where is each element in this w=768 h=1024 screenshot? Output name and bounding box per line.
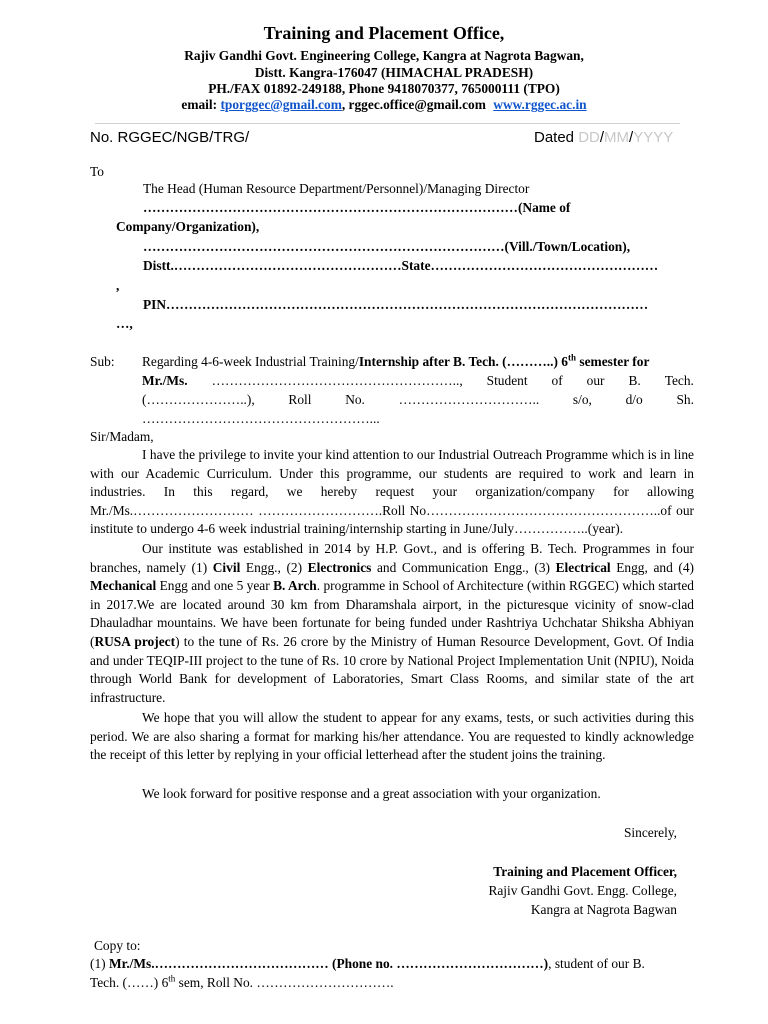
copy-text: , student of our B. bbox=[548, 956, 645, 971]
paragraph-closing: We look forward for positive response and a great association with your organization. bbox=[142, 786, 601, 801]
institute-text: and Communication Engg., (3) bbox=[371, 559, 556, 575]
rusa-project: RUSA project bbox=[94, 633, 176, 649]
copy-text: Tech. (……) 6 bbox=[90, 975, 169, 990]
date-separator: / bbox=[629, 129, 634, 146]
branch-mechanical: Mechanical bbox=[90, 578, 157, 594]
subject-roll-dots: ………………………….. bbox=[398, 392, 540, 407]
subject-bold-text: semester for bbox=[576, 354, 650, 369]
subject-line-4: ……………………………………………... bbox=[142, 411, 380, 426]
address-comma: , bbox=[116, 278, 120, 293]
subject-word: (…………………..), bbox=[142, 392, 255, 407]
subject-word: Sh. bbox=[676, 392, 694, 407]
subject-text: Regarding 4-6-week Industrial Training/ bbox=[142, 354, 359, 369]
paragraph-request: We hope that you will allow the student to appear for any exams, tests, or such activities during this period. We are also sharing a format for marking his/her attendance. You are requested to kindly acknowledge the receipt of this letter by replying in your official letterhead after the student joins the training. bbox=[90, 710, 694, 763]
salutation: Sir/Madam, bbox=[90, 429, 154, 444]
copy-to-label: Copy to: bbox=[94, 938, 141, 953]
institute-text: . programme in School of Architecture (within RGGEC) which started in 2017.We are located around 30 km from Dharamshala airport, in the picturesque vicinity of snow-clad Dhauladhar mountains. We have been fortunate for being funded under Rashtriya Uchchatar Shiksha Abhiyan ( bbox=[90, 578, 694, 649]
reference-number: No. RGGEC/NGB/TRG/ bbox=[90, 129, 250, 146]
subject-mr-ms: Mr./Ms. bbox=[142, 373, 188, 388]
dated-label: Dated bbox=[534, 129, 575, 146]
subject-word: Roll bbox=[288, 392, 312, 407]
college-phone: PH./FAX 01892-249188, Phone 9418070377, 765000111 (TPO) bbox=[208, 81, 560, 96]
company-label: Company/Organization), bbox=[116, 219, 260, 234]
office-email: , rggec.office@gmail.com bbox=[341, 97, 486, 112]
subject-word: of bbox=[551, 373, 563, 388]
branch-civil: Civil bbox=[212, 559, 241, 575]
subject-line-3 bbox=[142, 391, 694, 410]
copy-to-line-1 bbox=[90, 955, 645, 974]
subject-word: s/o, bbox=[572, 392, 592, 407]
college-email-line bbox=[0, 96, 768, 115]
signatory-college: Rajiv Gandhi Govt. Engg. College, bbox=[488, 883, 677, 898]
addressee-head: The Head (Human Resource Department/Personnel)/Managing Director bbox=[143, 181, 530, 196]
pin-line: PIN……………………………………………………………………………………………… bbox=[143, 297, 649, 312]
location-line: ………………………………………………………………………(Vill./Town/Location), bbox=[143, 239, 631, 254]
copy-student-fields: Mr./Ms.………………………………… (Phone no. ……………………………) bbox=[108, 956, 549, 971]
subject-name-dots: ……………………………………………….., bbox=[211, 373, 463, 388]
header-divider bbox=[95, 123, 680, 124]
to-label: To bbox=[90, 164, 104, 179]
date-dd-placeholder[interactable]: DD bbox=[578, 129, 600, 146]
copy-to-line-2 bbox=[90, 974, 394, 993]
college-address: Distt. Kangra-176047 (HIMACHAL PRADESH) bbox=[254, 65, 534, 80]
institute-text: Our institute was established in 2014 by H.P. Govt., and is offering B. Tech. Programmes in four branches, namely (1) bbox=[90, 541, 694, 575]
subject-word: our bbox=[586, 373, 605, 388]
subject-word: d/o bbox=[625, 392, 643, 407]
subject-line-2 bbox=[142, 372, 694, 391]
subject-superscript: th bbox=[568, 352, 577, 363]
copy-superscript: th bbox=[168, 973, 176, 984]
subject-word: No. bbox=[345, 392, 365, 407]
subject-word: Student bbox=[486, 373, 528, 388]
institute-text: Engg., (2) bbox=[240, 559, 308, 575]
copy-text: sem, Roll No. …………………………. bbox=[175, 975, 394, 990]
college-name: Rajiv Gandhi Govt. Engineering College, Kangra at Nagrota Bagwan, bbox=[184, 48, 584, 63]
institute-text: Engg and one 5 year bbox=[156, 578, 274, 594]
paragraph-invitation: I have the privilege to invite your kind attention to our Industrial Outreach Programme which is in line with our Academic Curriculum. Under this programme, our students are required to work and learn in industries. In this regard, we hereby request your organization/company for allowing Mr./Ms.……………………… ……………………….Roll No……………………………………………..of our institute to undergo 4-6 week industrial training/internship starting in June/July……………..(year). bbox=[90, 447, 694, 537]
address-end: …, bbox=[116, 316, 133, 331]
company-name-line: …………………………………………………………………………(Name of bbox=[143, 200, 571, 215]
subject-word: Tech. bbox=[664, 373, 694, 388]
branch-barch: B. Arch bbox=[273, 578, 317, 594]
office-title: Training and Placement Office, bbox=[263, 23, 505, 43]
signatory-place: Kangra at Nagrota Bagwan bbox=[530, 902, 677, 917]
website-link[interactable]: www.rggec.ac.in bbox=[493, 97, 587, 112]
email-label: email: bbox=[181, 97, 218, 112]
date-mm-placeholder[interactable]: MM bbox=[604, 129, 630, 146]
subject-label: Sub: bbox=[90, 354, 115, 369]
sincerely: Sincerely, bbox=[623, 825, 677, 840]
branch-electronics: Electronics bbox=[307, 559, 372, 575]
signatory-title: Training and Placement Officer, bbox=[493, 864, 677, 879]
copy-number: (1) bbox=[90, 956, 109, 971]
date-field bbox=[534, 129, 673, 148]
institute-text: Engg, and (4) bbox=[610, 559, 694, 575]
date-yyyy-placeholder[interactable]: YYYY bbox=[633, 129, 674, 146]
branch-electrical: Electrical bbox=[555, 559, 611, 575]
subject-word: B. bbox=[628, 373, 641, 388]
date-separator: / bbox=[599, 129, 605, 146]
tpo-email-link[interactable]: tporggec@gmail.com bbox=[220, 97, 342, 112]
institute-text: ) to the tune of Rs. 26 crore by the Ministry of Human Resource Development, Govt. Of India and under TEQIP-III project to the tune of Rs. 10 crore by National Project Implementation Unit (NPIU), Noida through World Bank for development of Laboratories, Smart Class Rooms, and similar state of the art infrastructure. bbox=[90, 633, 694, 705]
subject-bold-text: Internship after B. Tech. (………..) 6 bbox=[358, 354, 569, 369]
paragraph-institute bbox=[90, 540, 694, 707]
subject-line-1 bbox=[142, 353, 649, 372]
district-state-line: Distt.……………………………………………State…………………………………………… bbox=[143, 258, 659, 273]
